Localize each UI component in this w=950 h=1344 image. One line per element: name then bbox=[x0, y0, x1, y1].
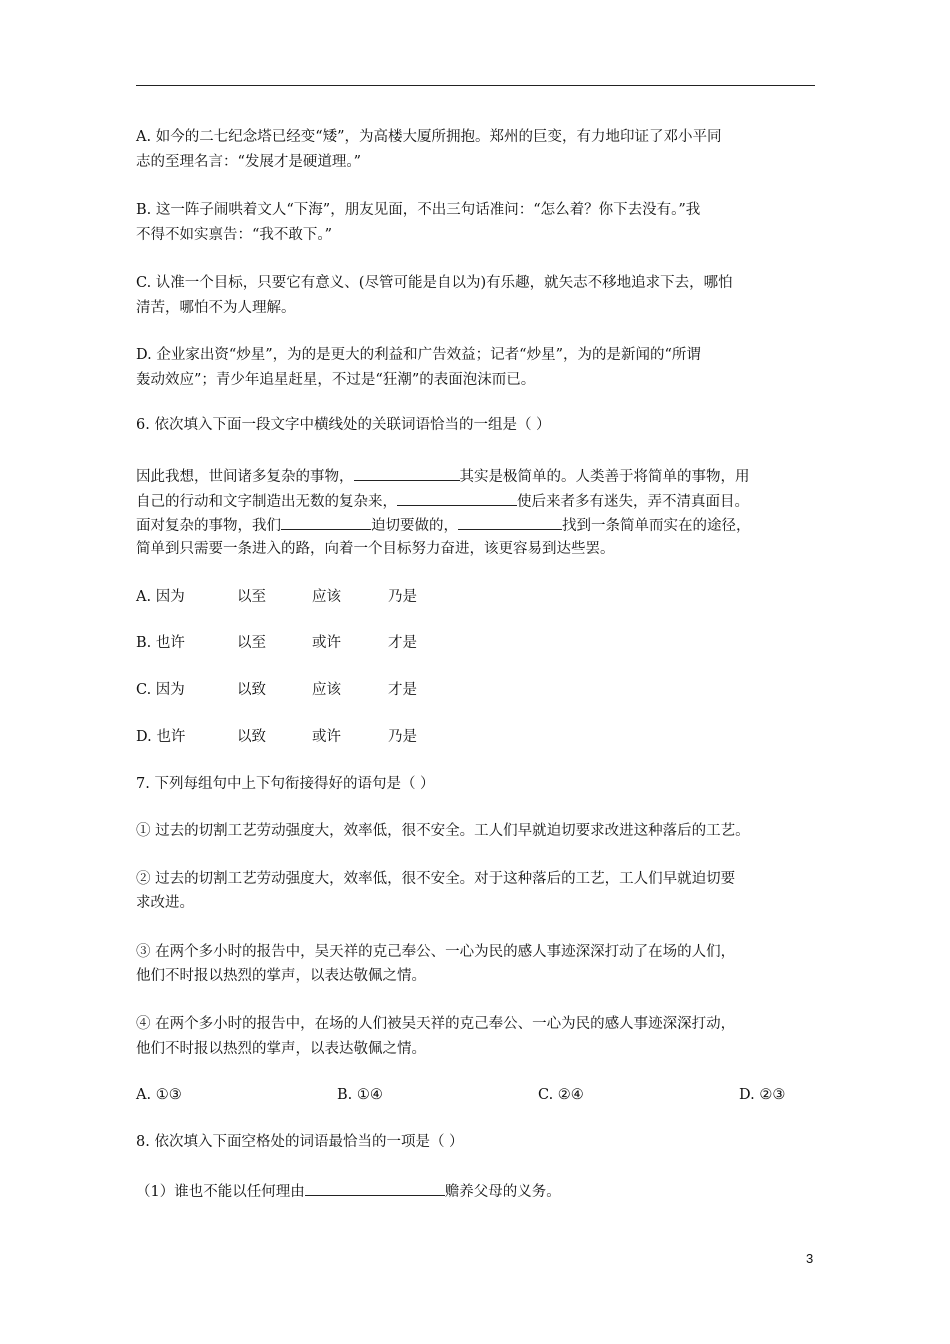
q6-passage-line3: 面对复杂的事物，我们 迫切要做的， 找到一条简单而实在的途径， bbox=[136, 514, 751, 536]
q8-item-1: （1）谁也不能以任何理由 赡养父母的义务。 bbox=[136, 1180, 561, 1202]
q6-option-d-word3: 或许 bbox=[312, 729, 341, 745]
q7-option-a: A. ①③ bbox=[136, 1087, 182, 1103]
q8-blank-1 bbox=[305, 1180, 445, 1196]
q6-option-b-word3: 或许 bbox=[312, 635, 341, 651]
q6-option-d-word2: 以致 bbox=[237, 729, 266, 745]
q6-passage-line4: 简单到只需要一条进入的路，向着一个目标努力奋进，该更容易到达些罢。 bbox=[136, 541, 615, 557]
q7-sentence-3-line1: ③ 在两个多小时的报告中，吴天祥的克己奉公、一心为民的感人事迹深深打动了在场的人们， bbox=[136, 944, 736, 960]
q5-option-c-line2: 清苦，哪怕不为人理解。 bbox=[136, 300, 296, 316]
q5-option-c-line1: C. 认准一个目标，只要它有意义、(尽管可能是自以为)有乐趣，就矢志不移地追求下去，哪怕 bbox=[136, 275, 733, 291]
q7-stem: 7. 下列每组句中上下句衔接得好的语句是（ ） bbox=[136, 776, 435, 792]
q6-option-a-word2: 以至 bbox=[237, 589, 266, 605]
header-rule bbox=[136, 85, 815, 86]
q6-option-b-word2: 以至 bbox=[237, 635, 266, 651]
q6-passage-line1: 因此我想，世间诸多复杂的事物， 其实是极简单的。人类善于将简单的事物，用 bbox=[136, 465, 750, 487]
q5-option-d-line1: D. 企业家出资“炒星”，为的是更大的利益和广告效益；记者“炒星”，为的是新闻的“所谓 bbox=[136, 347, 701, 363]
q5-option-a-line1: A. 如今的二七纪念塔已经变“矮”，为高楼大厦所拥抱。郑州的巨变，有力地印证了邓小平同 bbox=[136, 129, 722, 145]
q6-option-c-word3: 应该 bbox=[312, 682, 341, 698]
q7-sentence-4-line2: 他们不时报以热烈的掌声，以表达敬佩之情。 bbox=[136, 1041, 426, 1057]
q5-option-b-line1: B. 这一阵子闹哄着文人“下海”，朋友见面，不出三句话准问：“怎么着？你下去没有。”我 bbox=[136, 202, 701, 218]
q5-option-b-line2: 不得不如实禀告：“我不敢下。” bbox=[136, 227, 333, 243]
q5-option-a-line2: 志的至理名言：“发展才是硬道理。” bbox=[136, 154, 362, 170]
q6-blank-3 bbox=[281, 514, 371, 530]
q6-passage-line2: 自己的行动和文字制造出无数的复杂来， 使后来者多有迷失，弄不清真面目。 bbox=[136, 490, 749, 512]
q6-blank-2 bbox=[397, 490, 517, 506]
q7-sentence-3-line2: 他们不时报以热烈的掌声，以表达敬佩之情。 bbox=[136, 968, 426, 984]
q7-sentence-4-line1: ④ 在两个多小时的报告中，在场的人们被吴天祥的克己奉公、一心为民的感人事迹深深打动， bbox=[136, 1016, 736, 1032]
q6-option-a-word1: A. 因为 bbox=[136, 589, 185, 605]
q7-option-b: B. ①④ bbox=[337, 1087, 383, 1103]
q8-stem: 8. 依次填入下面空格处的词语最恰当的一项是（ ） bbox=[136, 1134, 464, 1150]
q6-option-d-word1: D. 也许 bbox=[136, 729, 186, 745]
q6-option-c-word4: 才是 bbox=[388, 682, 417, 698]
page-number: 3 bbox=[806, 1251, 814, 1266]
q6-option-d-word4: 乃是 bbox=[388, 729, 417, 745]
q7-option-d: D. ②③ bbox=[739, 1087, 786, 1103]
q6-option-a-word4: 乃是 bbox=[388, 589, 417, 605]
q5-option-d-line2: 轰动效应”；青少年追星赶星，不过是“狂潮”的表面泡沫而已。 bbox=[136, 372, 536, 388]
q6-option-c-word2: 以致 bbox=[237, 682, 266, 698]
q6-stem: 6. 依次填入下面一段文字中横线处的关联词语恰当的一组是（ ） bbox=[136, 417, 551, 433]
q7-sentence-2-line2: 求改进。 bbox=[136, 895, 194, 911]
q6-option-c-word1: C. 因为 bbox=[136, 682, 185, 698]
q6-option-b-word4: 才是 bbox=[388, 635, 417, 651]
q7-sentence-2-line1: ② 过去的切割工艺劳动强度大，效率低，很不安全。对于这种落后的工艺，工人们早就迫切要 bbox=[136, 871, 736, 887]
q6-option-b-word1: B. 也许 bbox=[136, 635, 185, 651]
q7-sentence-1: ① 过去的切割工艺劳动强度大，效率低，很不安全。工人们早就迫切要求改进这种落后的工艺。 bbox=[136, 823, 750, 839]
q7-option-c: C. ②④ bbox=[538, 1087, 584, 1103]
q6-option-a-word3: 应该 bbox=[312, 589, 341, 605]
q6-blank-4 bbox=[458, 514, 562, 530]
q6-blank-1 bbox=[354, 465, 460, 481]
